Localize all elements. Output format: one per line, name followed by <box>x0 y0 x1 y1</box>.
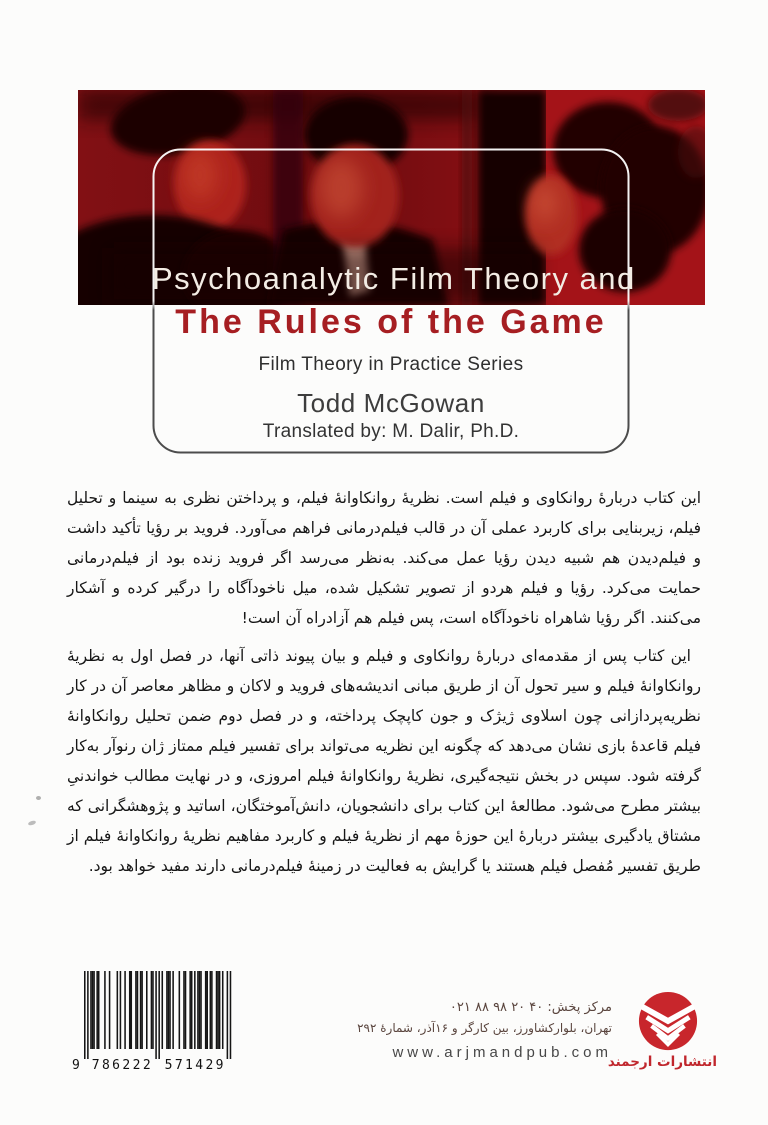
ean13-barcode-graphic <box>72 969 236 1073</box>
arjmand-logo-icon <box>637 991 699 1053</box>
publisher-address: تهران، بلوارکشاورز، بین کارگر و ۱۶آذر، شمارهٔ ۲۹۲ <box>357 1021 612 1035</box>
publisher-logo <box>607 991 717 1070</box>
book-title: The Rules of the Game <box>175 303 607 341</box>
publisher-name: انتشارات ارجمند <box>607 1054 717 1070</box>
author-name: Todd McGowan <box>297 388 485 418</box>
series-name: Film Theory in Practice Series <box>258 354 524 375</box>
svg-text:9: 9 <box>72 1058 80 1073</box>
svg-text:571429: 571429 <box>164 1058 224 1073</box>
series-headline: Psychoanalytic Film Theory and <box>152 261 636 296</box>
persian-synopsis <box>67 483 701 881</box>
scan-speck <box>36 796 41 800</box>
isbn-barcode <box>72 969 236 1073</box>
translator-line: Translated by: M. Dalir, Ph.D. <box>262 421 520 442</box>
synopsis-paragraph-2: این کتاب پس از مقدمه‌ای دربارهٔ روانکاوی و فیلم و بیان پیوند ذاتی آنها، در فصل اول به نظریهٔ روانکاوانهٔ فیلم و سیر تحول آن از طریق مبانی اندیشه‌های فروید و لاکان و مظاهر معاصر آن در کار نظریه‌پردازانی چون اسلاوی ژیژک و جون کاپچک پرداخته، و در فصل دوم ضمن تحلیل روانکاوانهٔ فیلم قاعدهٔ بازی نشان می‌دهد که چگونه این نظریه می‌تواند برای تفسیر فیلم ممتاز ژان رنوآر به‌کار گرفته شود. سپس در بخش نتیجه‌گیری، نظریهٔ روانکاوانهٔ فیلم امروزی، و در نهایت مطالب خواندنیِ بیشتر مطرح می‌شود. مطالعهٔ این کتاب برای دانشجویان، دانش‌آموختگان، اساتید و پژوهشگرانی که مشتاق یادگیری بیشتر دربارهٔ این حوزهٔ مهم از نظریهٔ فیلم و کاربرد مفاهیم نظریهٔ روانکاوانهٔ فیلم از طریق تفسیر مُفصل فیلم هستند یا گرایش به فعالیت در زمینهٔ فیلم‌درمانی دارند مفید خواهد بود. <box>67 647 701 875</box>
svg-text:786222: 786222 <box>91 1058 151 1073</box>
publisher-website: www.arjmandpub.com <box>392 1044 612 1061</box>
publisher-contact-block <box>357 1000 612 1061</box>
scan-speck <box>28 820 37 826</box>
synopsis-paragraph-1: این کتاب دربارهٔ روانکاوی و فیلم است. نظریهٔ روانکاوانهٔ فیلم، و پرداختن نظری به سینما و تحلیل فیلم، زیربنایی برای کاربرد عملی آن در قالب فیلم‌درمانی فراهم می‌آورد. فروید بر رؤیا تأکید داشت و فیلم‌دیدن هم شبیه دیدن رؤیا عمل می‌کند. به‌نظر می‌رسد اگر فروید زنده بود از فیلم‌درمانی حمایت می‌کرد. رؤیا و فیلم هردو از تصویر تشکیل شده، میل ناخودآگاه را درگیر کرده و آشکار می‌کنند. اگر رؤیا شاهراه ناخودآگاه است، پس فیلم هم آزادراه آن است! <box>67 489 701 627</box>
distribution-phone: مرکز پخش: ۴۰ ۲۰ ۹۸ ۸۸ ۰۲۱ <box>449 1000 612 1015</box>
